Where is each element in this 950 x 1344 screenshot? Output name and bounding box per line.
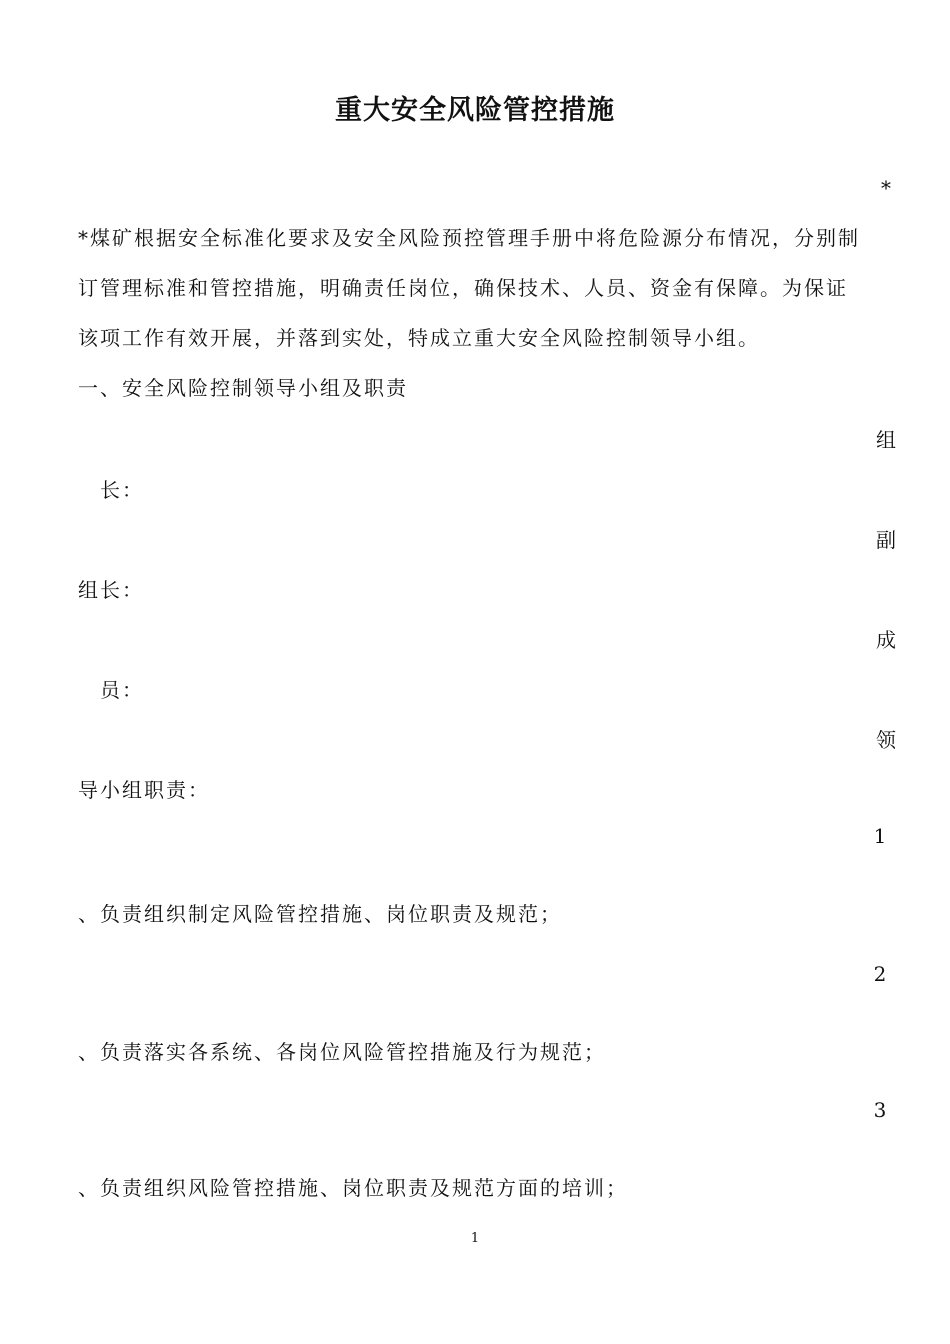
document-title: 重大安全风险管控措施 (335, 95, 615, 126)
intro-marker: * (881, 176, 891, 200)
duties-heading-prefix: 领 (876, 728, 896, 752)
intro-line-3: 该项工作有效开展，并落到实处，特成立重大安全风险控制领导小组。 (78, 326, 760, 350)
member-prefix: 成 (876, 628, 896, 652)
intro-line-2: 订管理标准和管控措施，明确责任岗位，确保技术、人员、资金有保障。为保证 (78, 276, 848, 300)
intro-line-1: *煤矿根据安全标准化要求及安全风险预控管理手册中将危险源分布情况，分别制 (78, 226, 860, 250)
duty-text: 、负责组织制定风险管控措施、岗位职责及规范； (78, 902, 562, 926)
duty-number: 2 (873, 962, 887, 986)
leader-label: 长： (100, 478, 144, 502)
leader-prefix: 组 (876, 428, 896, 452)
deputy-label: 组长： (78, 578, 144, 602)
deputy-prefix: 副 (876, 528, 896, 552)
duty-number: 3 (873, 1098, 887, 1122)
member-label: 员： (100, 678, 144, 702)
section-heading: 一、安全风险控制领导小组及职责 (78, 376, 408, 400)
duty-number: 1 (873, 824, 887, 848)
duties-heading: 导小组职责： (78, 778, 210, 802)
duty-text: 、负责落实各系统、各岗位风险管控措施及行为规范； (78, 1040, 606, 1064)
duty-text: 、负责组织风险管控措施、岗位职责及规范方面的培训； (78, 1176, 628, 1200)
page-number: 1 (470, 1231, 480, 1246)
